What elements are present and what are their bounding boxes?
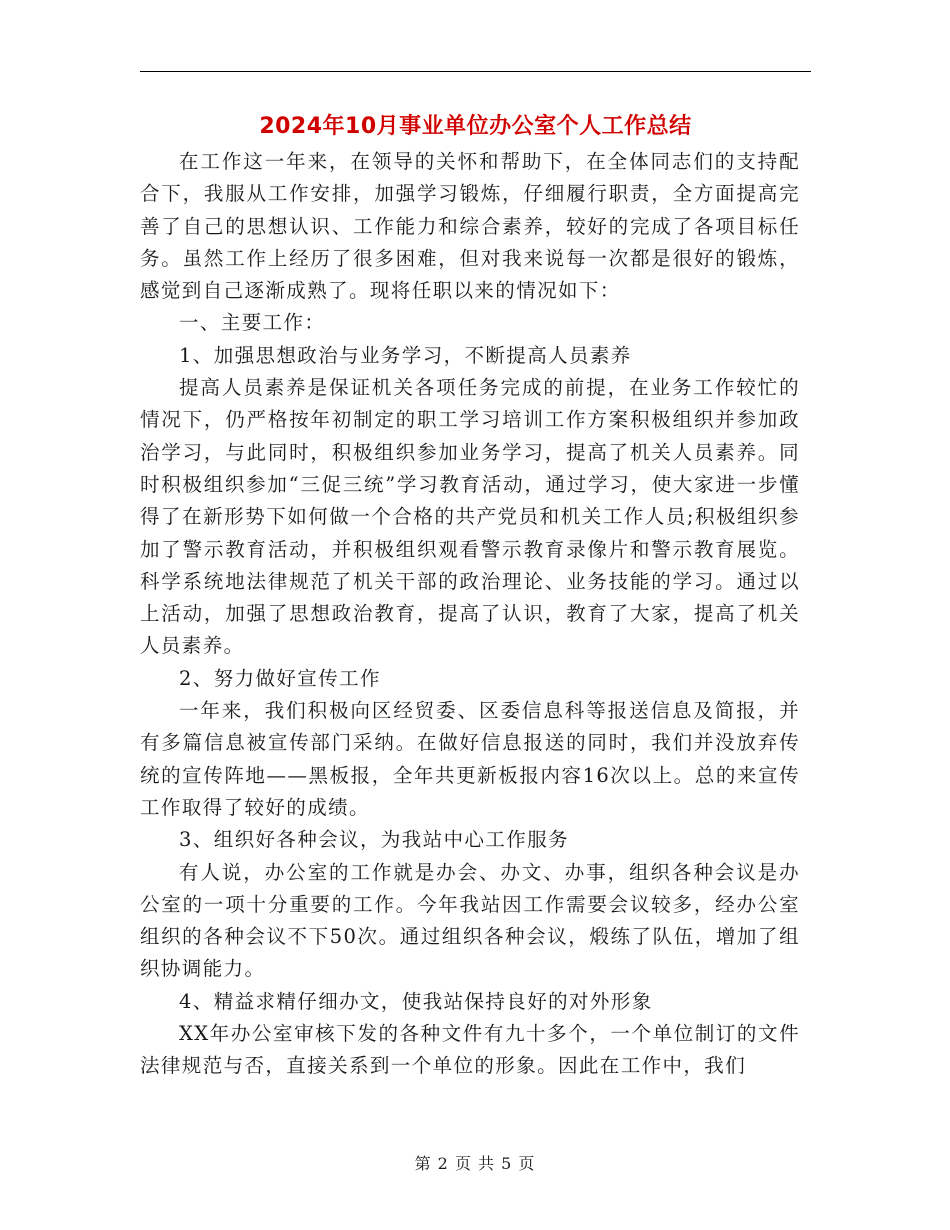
document-title: 2024年10月事业单位办公室个人工作总结 xyxy=(259,114,692,139)
header-rule xyxy=(140,71,811,72)
paragraph-political-study: 提高人员素养是保证机关各项任务完成的前提，在业务工作较忙的情况下，仍严格按年初制定的职工学习培训工作方案积极组织并参加政治学习，与此同时，积极组织参加业务学习，提高了机关人员素养。同时积极组织参加“三促三统”学习教育活动，通过学习，使大家进一步懂得了在新形势下如何做一个合格的共产党员和机关工作人员;积极组织参加了警示教育活动，并积极组织观看警示教育录像片和警示教育展览。科学系统地法律规范了机关干部的政治理论、业务技能的学习。通过以上活动，加强了思想政治教育，提高了认识，教育了大家，提高了机关人员素养。 xyxy=(140,376,800,658)
subheading-publicity: 2、努力做好宣传工作 xyxy=(179,666,381,690)
subheading-meetings: 3、组织好各种会议，为我站中心工作服务 xyxy=(179,828,570,852)
subheading-documents: 4、精益求精仔细办文，使我站保持良好的对外形象 xyxy=(179,989,653,1013)
paragraph-documents: XX年办公室审核下发的各种文件有九十多个，一个单位制订的文件法律规范与否，直接关系到一个单位的形象。因此在工作中，我们 xyxy=(140,1022,800,1078)
section-heading-main-work: 一、主要工作： xyxy=(179,311,326,335)
paragraph-publicity: 一年来，我们积极向区经贸委、区委信息科等报送信息及简报，并有多篇信息被宣传部门采纳。在做好信息报送的同时，我们并没放弃传统的宣传阵地——黑板报，全年共更新板报内容16次以上。总的来宣传工作取得了较好的成绩。 xyxy=(140,699,800,819)
document-body xyxy=(140,146,800,1083)
paragraph-intro: 在工作这一年来，在领导的关怀和帮助下，在全体同志们的支持配合下，我服从工作安排，加强学习锻炼，仔细履行职责，全方面提高完善了自己的思想认识、工作能力和综合素养，较好的完成了各项目标任务。虽然工作上经历了很多困难，但对我来说每一次都是很好的锻炼，感觉到自己逐渐成熟了。现将任职以来的情况如下： xyxy=(140,150,800,303)
page-number-footer: 第 2 页 共 5 页 xyxy=(414,1154,536,1173)
subheading-political-study: 1、加强思想政治与业务学习，不断提高人员素养 xyxy=(179,343,632,367)
paragraph-meetings: 有人说，办公室的工作就是办会、办文、办事，组织各种会议是办公室的一项十分重要的工作。今年我站因工作需要会议较多，经办公室组织的各种会议不下50次。通过组织各种会议，煅练了队伍，增加了组织协调能力。 xyxy=(140,860,800,981)
